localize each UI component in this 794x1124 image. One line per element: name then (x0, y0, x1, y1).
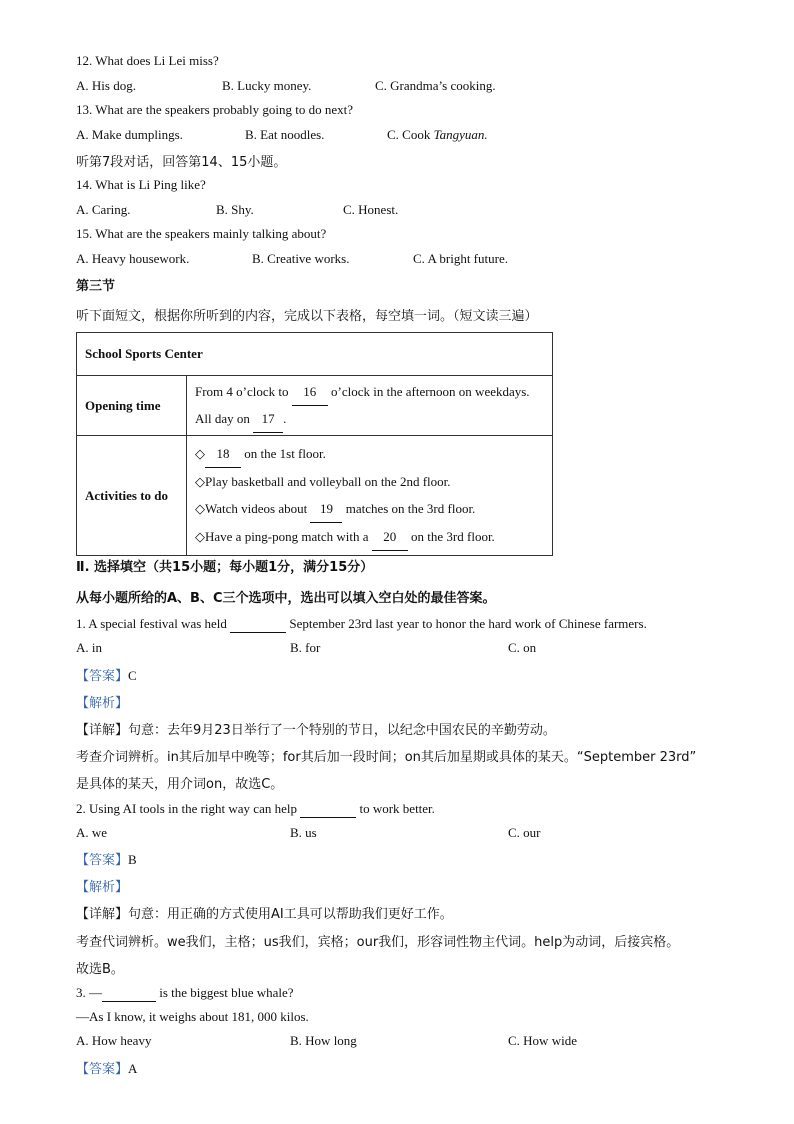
q3-stem-text: 3. — (76, 985, 102, 1000)
blank-18: 18 (205, 440, 241, 468)
q2-stem (76, 801, 435, 818)
q3-option-c: C. How wide (508, 1033, 577, 1048)
answer-label: 【答案】 (76, 853, 129, 868)
q1-detail-text: 句意：去年9月23日举行了一个特别的节日，以纪念中国农民的辛勤劳动。 (128, 723, 556, 738)
q3-option-a: A. How heavy (76, 1033, 152, 1048)
q2-detail-text: 句意：用正确的方式使用AI工具可以帮助我们更好工作。 (128, 907, 453, 922)
q2-option-b: B. us (290, 825, 317, 840)
answer-label: 【答案】 (76, 1062, 129, 1077)
q1-answer (76, 665, 137, 684)
q3-line2: —As I know, it weighs about 181, 000 kilos. (76, 1009, 309, 1024)
activity3-text: ◇Watch videos about (195, 501, 311, 516)
q14-option-b: B. Shy. (216, 202, 254, 217)
blank-16: 16 (292, 379, 328, 406)
q13-option-a: A. Make dumplings. (76, 127, 183, 142)
q2-analysis-label: 【解析】 (76, 880, 129, 895)
q12-option-a: A. His dog. (76, 78, 136, 93)
part2-title: Ⅱ. 选择填空（共15小题；每小题1分，满分15分） (76, 560, 374, 575)
activity2-text: ◇Play basketball and volleyball on the 2nd floor. (195, 474, 451, 489)
q3-blank (102, 985, 156, 1002)
q1-analysis-label: 【解析】 (76, 696, 129, 711)
table-title: School Sports Center (77, 333, 553, 376)
detail-label: 【详解】 (76, 907, 129, 922)
part2-instructions: 从每小题所给的A、B、C三个选项中，选出可以填入空白处的最佳答案。 (76, 591, 496, 606)
activities-label: Activities to do (77, 436, 187, 556)
q1-stem-text: 1. A special festival was held (76, 616, 231, 631)
activity1-text: on the 1st floor. (241, 446, 326, 461)
q14-option-c: C. Honest. (343, 202, 399, 217)
activity4-text: ◇Have a ping-pong match with a (195, 529, 372, 544)
q2-option-c: C. our (508, 825, 541, 840)
q2-stem-text: 2. Using AI tools in the right way can help (76, 801, 301, 816)
q2-answer (76, 849, 137, 868)
q3-stem-end: is the biggest blue whale? (156, 985, 294, 1000)
section3-title: 第三节 (76, 279, 116, 294)
activity3-end: matches on the 3rd floor. (342, 501, 476, 516)
q3-answer-value: A (128, 1061, 138, 1076)
q1-stem (76, 616, 647, 633)
activity4-end: on the 3rd floor. (407, 529, 495, 544)
q2-option-a: A. we (76, 825, 108, 840)
q1-explain-line1: 考查介词辨析。in其后加早中晚等；for其后加一段时间；on其后加星期或具体的某天。“September 23rd” (76, 750, 697, 765)
blank-20: 20 (372, 523, 408, 551)
q2-blank (300, 801, 356, 818)
q12-option-c: C. Grandma’s cooking. (375, 78, 496, 93)
q13-option-c-italic: Tangyuan. (433, 127, 488, 142)
q3-stem (76, 985, 294, 1002)
q1-detail (76, 719, 556, 738)
q2-detail (76, 903, 453, 922)
opening-line1-end: o’clock in the afternoon on weekdays. (327, 383, 530, 399)
blank-17: 17 (253, 406, 283, 433)
q1-option-c: C. on (508, 640, 537, 655)
q13-option-b: B. Eat noodles. (245, 127, 325, 142)
q13-stem: 13. What are the speakers probably going to do next? (76, 102, 354, 117)
opening-time-label: Opening time (77, 376, 187, 436)
q1-answer-value: C (128, 668, 137, 683)
opening-time-cell (187, 376, 553, 436)
q2-explain-line1: 考查代词辨析。we我们，主格；us我们，宾格；our我们，形容词性物主代词。help为动词，后接宾格。 (76, 935, 680, 950)
q15-stem: 15. What are the speakers mainly talking about? (76, 226, 327, 241)
q13-option-c (387, 127, 488, 143)
q12-stem: 12. What does Li Lei miss? (76, 53, 219, 68)
q1-explain-line2: 是具体的某天，用介词on，故选C。 (76, 777, 284, 792)
detail-label: 【详解】 (76, 723, 129, 738)
q1-stem-end: September 23rd last year to honor the hard work of Chinese farmers. (286, 616, 647, 631)
sports-center-table (76, 332, 553, 556)
q2-explain-line2: 故选B。 (76, 962, 124, 977)
section3-instructions: 听下面短文，根据你所听到的内容，完成以下表格，每空填一词。（短文读三遍） (76, 309, 538, 324)
opening-line2-end: . (283, 410, 287, 426)
opening-line1-text: From 4 o’clock to (195, 383, 292, 399)
q14-option-a: A. Caring. (76, 202, 131, 217)
q1-blank (230, 616, 286, 633)
q1-option-a: A. in (76, 640, 102, 655)
q2-stem-end: to work better. (356, 801, 435, 816)
q3-answer (76, 1058, 137, 1077)
q12-option-b: B. Lucky money. (222, 78, 312, 93)
q1-option-b: B. for (290, 640, 321, 655)
dialog7-instruction: 听第7段对话，回答第14、15小题。 (76, 155, 287, 170)
q13-option-c-prefix: C. Cook (387, 127, 434, 142)
q15-option-c: C. A bright future. (413, 251, 508, 266)
diamond-icon: ◇ (195, 446, 205, 461)
blank-19: 19 (310, 495, 342, 523)
q15-option-a: A. Heavy housework. (76, 251, 190, 266)
q15-option-b: B. Creative works. (252, 251, 350, 266)
q2-answer-value: B (128, 852, 137, 867)
q3-option-b: B. How long (290, 1033, 357, 1048)
answer-label: 【答案】 (76, 669, 129, 684)
q14-stem: 14. What is Li Ping like? (76, 177, 206, 192)
activities-cell (187, 436, 553, 556)
opening-line2-text: All day on (195, 410, 254, 426)
